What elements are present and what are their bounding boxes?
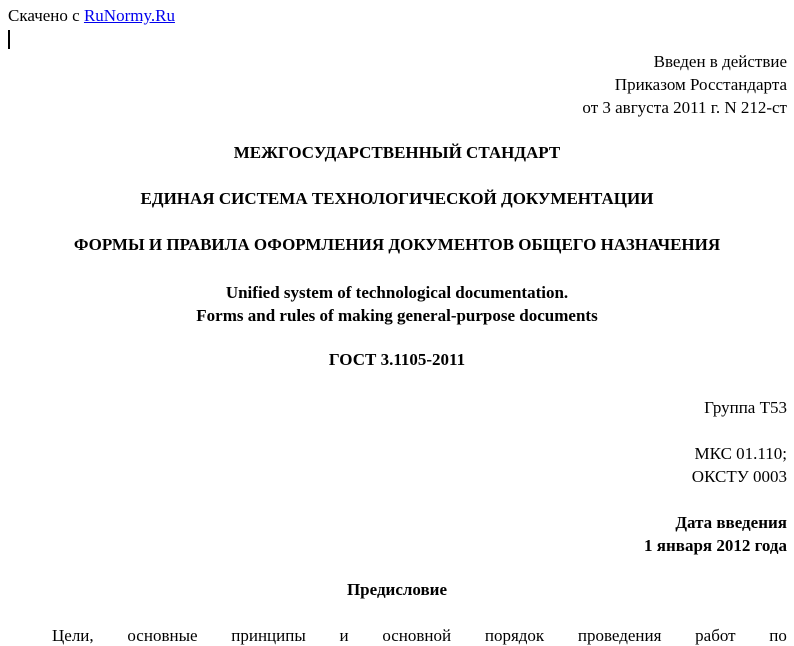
group-code: Группа Т53: [704, 398, 787, 417]
preface-word: принципы: [231, 626, 306, 645]
english-title-line-1: Unified system of technological documentation.: [225, 283, 569, 302]
preface-word: основной: [382, 626, 452, 645]
mks-code: МКС 01.110;: [694, 444, 787, 463]
download-source-prefix: Скачено с: [8, 6, 80, 25]
preface-word: проведения: [577, 626, 662, 645]
group-block: [704, 396, 787, 419]
preface-word: Цели,: [52, 626, 94, 645]
text-cursor: [8, 30, 10, 49]
preface-word: работ: [695, 626, 736, 645]
preface-word: основные: [127, 626, 198, 645]
preface-paragraph: [52, 626, 787, 646]
enactment-line-2: Приказом Росстандарта: [614, 75, 787, 94]
source-link[interactable]: RuNormy.Ru: [83, 6, 175, 25]
english-title: [0, 281, 794, 327]
intro-date-block: [644, 511, 787, 557]
standard-type-heading: МЕЖГОСУДАРСТВЕННЫЙ СТАНДАРТ: [233, 143, 561, 162]
preface-heading: Предисловие: [346, 580, 448, 599]
preface-word: и: [339, 626, 349, 645]
enactment-line-1: Введен в действие: [653, 52, 787, 71]
enactment-line-3: от 3 августа 2011 г. N 212-ст: [582, 98, 787, 117]
preface-word: порядок: [484, 626, 545, 645]
subject-title: ФОРМЫ И ПРАВИЛА ОФОРМЛЕНИЯ ДОКУМЕНТОВ ОБЩЕГО НАЗНАЧЕНИЯ: [73, 235, 721, 254]
download-source-line: [8, 6, 175, 26]
classification-block: [692, 442, 787, 488]
intro-date-value: 1 января 2012 года: [644, 536, 787, 555]
preface-word: по: [769, 626, 787, 645]
system-title: ЕДИНАЯ СИСТЕМА ТЕХНОЛОГИЧЕСКОЙ ДОКУМЕНТАЦИИ: [140, 189, 654, 208]
gost-number: ГОСТ 3.1105-2011: [328, 350, 466, 369]
intro-date-label: Дата введения: [675, 513, 787, 532]
english-title-line-2: Forms and rules of making general-purpose documents: [196, 306, 598, 325]
enactment-block: [582, 50, 787, 119]
okstu-code: ОКСТУ 0003: [691, 467, 787, 486]
